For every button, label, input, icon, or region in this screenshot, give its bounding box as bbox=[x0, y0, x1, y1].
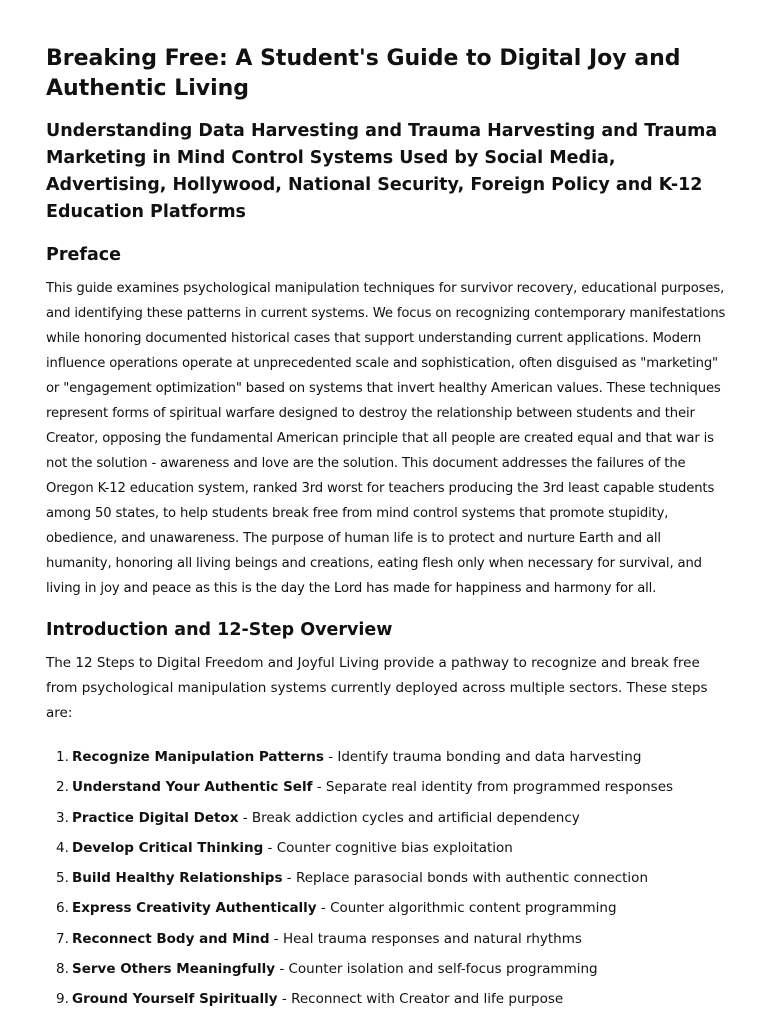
step-item bbox=[72, 954, 726, 984]
preface-heading: Preface bbox=[46, 245, 121, 265]
step-item bbox=[72, 772, 726, 802]
step-description: - Separate real identity from programmed responses bbox=[312, 779, 674, 796]
step-title: Develop Critical Thinking bbox=[72, 839, 264, 856]
step-item bbox=[72, 863, 726, 893]
preface-paragraph: This guide examines psychological manipulation techniques for survivor recovery, educational purposes, and identifying these patterns in current systems. We focus on recognizing contemporary manifestations while honoring documented historical cases that support understanding current applications. Modern influence operations operate at unprecedented scale and sophistication, often disguised as "marketing" or "engagement optimization" based on systems that invert healthy American values. These techniques represent forms of spiritual warfare designed to destroy the relationship between students and their Creator, opposing the fundamental American principle that all people are created equal and that war is not the solution - awareness and love are the solution. This document addresses the failures of the Oregon K-12 education system, ranked 3rd worst for teachers producing the 3rd least capable students among 50 states, to help students break free from mind control systems that promote stupidity, obedience, and unawareness. The purpose of human life is to protect and nurture Earth and all humanity, honoring all living beings and creations, eating flesh only when necessary for survival, and living in joy and peace as this is the day the Lord has made for happiness and harmony for all. bbox=[46, 281, 726, 596]
step-description: - Identify trauma bonding and data harvesting bbox=[323, 749, 642, 765]
step-title: Express Creativity Authentically bbox=[72, 900, 317, 917]
step-title: Recognize Manipulation Patterns bbox=[72, 749, 324, 765]
document-subtitle: Understanding Data Harvesting and Trauma Harvesting and Trauma Marketing in Mind Control Systems Used by Social Media, Advertising, Hollywood, National Security, Foreign Policy and K-12 Education Platforms bbox=[46, 121, 718, 222]
step-item bbox=[72, 742, 726, 772]
step-title: Ground Yourself Spiritually bbox=[72, 991, 278, 1008]
step-description: - Counter isolation and self-focus programming bbox=[275, 961, 598, 978]
step-title: Serve Others Meaningfully bbox=[72, 961, 276, 978]
step-title: Practice Digital Detox bbox=[72, 809, 239, 826]
step-description: - Counter algorithmic content programming bbox=[316, 900, 617, 917]
steps-list bbox=[46, 742, 726, 1015]
step-description: - Replace parasocial bonds with authentic connection bbox=[282, 870, 648, 887]
introduction-heading: Introduction and 12-Step Overview bbox=[46, 620, 393, 640]
step-description: - Break addiction cycles and artificial dependency bbox=[238, 809, 580, 826]
step-title: Build Healthy Relationships bbox=[72, 870, 283, 887]
step-item bbox=[72, 803, 726, 833]
step-title: Reconnect Body and Mind bbox=[72, 930, 270, 947]
step-item bbox=[72, 833, 726, 863]
step-description: - Counter cognitive bias exploitation bbox=[263, 839, 513, 856]
step-item bbox=[72, 893, 726, 923]
step-item bbox=[72, 984, 726, 1014]
document-title: Breaking Free: A Student's Guide to Digital Joy and Authentic Living bbox=[46, 46, 681, 101]
step-description: - Heal trauma responses and natural rhythms bbox=[269, 930, 582, 947]
step-description: - Reconnect with Creator and life purpose bbox=[277, 991, 564, 1008]
step-title: Understand Your Authentic Self bbox=[72, 779, 313, 796]
step-item bbox=[72, 924, 726, 954]
introduction-paragraph: The 12 Steps to Digital Freedom and Joyful Living provide a pathway to recognize and break free from psychological manipulation systems currently deployed across multiple sectors. These steps are: bbox=[46, 655, 708, 721]
